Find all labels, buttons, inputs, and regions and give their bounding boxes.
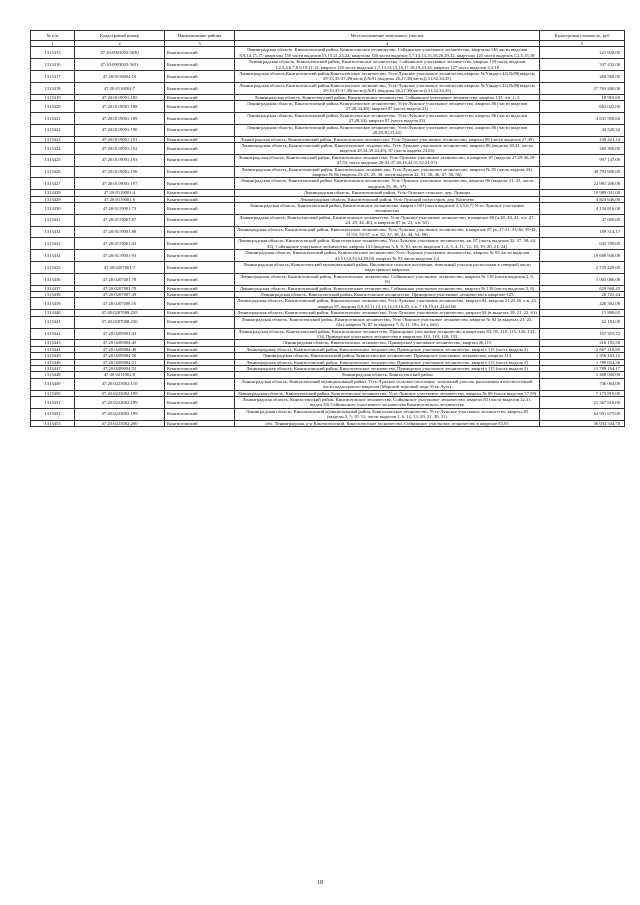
location-description: Ленинградская область, Кингисеппский район, Кингисеппское лесничество, Усть-Лужское участковое лесничество, в квартале 87 (выделы 27,29-36,39-47,53, часть выделов 28-32,37,38,43,44,51,52,54-57) (235, 154, 540, 166)
table-row (31, 202, 625, 214)
row-number: 1313437 (31, 285, 75, 291)
location-description: Ленинградская область, Кингисеппский район, Усть-Лужское сельское, дер. Лужицы (235, 190, 540, 196)
row-number: 1313425 (31, 154, 75, 166)
cadastral-number: 47:20:0223002:198 (75, 390, 165, 396)
cadastral-value: 629 568,45 (540, 285, 625, 291)
row-number: 1313418 (31, 82, 75, 94)
row-number: 1313453 (31, 420, 75, 426)
table-row (31, 328, 625, 340)
row-number: 1313433 (31, 238, 75, 250)
cadastral-number: 47:20:0119001:190 (75, 124, 165, 136)
location-description: Ленинградская область, Кингисеппский район, Кингисеппское лесничество, Приморское участковое лесничество, квартал 115 (часть выдела 2) (235, 346, 540, 352)
cadastral-number: 47:20:0119001:6 (75, 196, 165, 202)
row-number: 1313446 (31, 359, 75, 365)
cadastral-value: 27 763 200,00 (540, 82, 625, 94)
table-row (31, 47, 625, 59)
cadastral-value: 11 789 164,17 (540, 365, 625, 371)
row-number: 1313436 (31, 273, 75, 285)
row-number: 1313441 (31, 316, 75, 328)
header-district: Наименование района (165, 31, 235, 41)
cadastral-value: 1 003 086,00 (540, 273, 625, 285)
location-description: Ленинградская область, Кингисеппский район, Усть-Лужский полуостров, дер. Конезево (235, 196, 540, 202)
district-name: Кингисеппский (165, 262, 235, 274)
district-name: Кингисеппский (165, 166, 235, 178)
cadastral-number: 47:20:0119001:197 (75, 178, 165, 190)
location-description: Ленинградская область, Кингисеппский район, Кингисеппское лесничество, Усть-Лужское участковое лесничество, квартал 84 (в выделах 18, 21, 22, 61) (235, 310, 540, 316)
row-number: 1313416 (31, 59, 75, 71)
district-name: Кингисеппский (165, 238, 235, 250)
district-name: Кингисеппский (165, 420, 235, 426)
location-description: Ленинградская область, Кингисеппский район, Кингисеппское лесничество, Сойкинское участковое лесничество, квартал № 138 (части выделов 3, 8) (235, 285, 540, 291)
district-name: Кингисеппский (165, 226, 235, 238)
cadastral-number: 47:20:0207008:236 (75, 316, 165, 328)
district-name: Кингисеппский (165, 316, 235, 328)
row-number: 1313417 (31, 71, 75, 83)
cadastral-number: 47:20:0223002:200 (75, 420, 165, 426)
table-row (31, 142, 625, 154)
cadastral-value: 21 367 616,00 (540, 396, 625, 408)
location-description: Ленинградская область, Кингисеппский район (235, 372, 540, 378)
location-description: Ленинградская область, Кингисеппский район, Кингисеппское лесничество, Усть-Лужское участковое лесничество, квартал № 85 части выделов 43,51,52,53,54,59,60, квартал № 93 части выделов 2,4 (235, 250, 540, 262)
table-row (31, 178, 625, 190)
column-number: 1 (31, 41, 75, 47)
district-name: Кингисеппский (165, 178, 235, 190)
location-description: Ленинградская область, Кингисеппский район, Кингисеппское лесничество, Усть-Лужское участковое лесничество, квартал 86 (выделы 40,41, части выделов 28,34,39,44,45), 87 (часть выдела 23,65) (235, 142, 540, 154)
cadastral-number: 47:20:0119001:87 (75, 214, 165, 226)
cadastral-value: 218 183,58 (540, 340, 625, 346)
cadastral-value: 4 134 816,00 (540, 202, 625, 214)
cadastral-number: 47:20:0119001:196 (75, 166, 165, 178)
table-row (31, 310, 625, 316)
row-number: 1313452 (31, 408, 75, 420)
district-name: Кингисеппский (165, 285, 235, 291)
cadastral-value: 62 184,08 (540, 316, 625, 328)
district-name: Кингисеппский (165, 359, 235, 365)
cadastral-value: 662 025,00 (540, 101, 625, 113)
cadastral-number: 47:20:0209003:43 (75, 328, 165, 340)
cadastral-number: 47:20:0119001:185 (75, 94, 165, 100)
location-description: Ленинградская область, Кингисеппский район, Кингисеппское лесничество, Приморское участковое лесничество, квартал 113 (часть выдела 2) (235, 359, 540, 365)
cadastral-value: 736 064,00 (540, 378, 625, 390)
location-description: Ленинградская область, Кингисеппский район, Кингисеппское лесничество, Усть-Лужское участковое лесничество, квартал 86 (части выделов 27,40) (235, 136, 540, 142)
cadastral-value: 1 789 034,36 (540, 359, 625, 365)
row-number: 1313448 (31, 372, 75, 378)
header-location: Местоположение земельного участка (235, 31, 540, 41)
district-name: Кингисеппский (165, 353, 235, 359)
row-number: 1313435 (31, 262, 75, 274)
row-number: 1313445 (31, 353, 75, 359)
table-row (31, 408, 625, 420)
table-row (31, 316, 625, 328)
district-name: Кингисеппский (165, 196, 235, 202)
district-name: Кингисеппский (165, 101, 235, 113)
location-description: Ленинградская область, Кингисеппский район, Кингисеппское лесничество, Приморское участковое лесничество, квартал 115 (часть выдела 2) (235, 365, 540, 371)
cadastral-number: 47:20:0119001:192 (75, 142, 165, 154)
row-number: 1313426 (31, 166, 75, 178)
district-name: Кингисеппский (165, 273, 235, 285)
location-description: Ленинградская область, Кингисеппский район, Кингисеппское лесничество, Усть-Лужское участковое лесничество, в квартале 86 (ч.28, 40, 41, ч.в. 27, 24, 29, 44, 46), в квартале 87 (в. 23, ч.в. 65) (235, 214, 540, 226)
cadastral-number: 47:20:0209004:45 (75, 340, 165, 346)
row-number: 1313450 (31, 390, 75, 396)
column-number: 5 (540, 41, 625, 47)
location-description: Ленинградская область, Кингисеппский район, Кингисеппское лесничество, Сойкинское участковое лесничество, квартал 133, ч.в. 1, 2 (235, 94, 540, 100)
district-name: Кингисеппский (165, 154, 235, 166)
cadastral-number: 47:20:0119001:88 (75, 226, 165, 238)
row-number: 1313423 (31, 136, 75, 142)
location-description: Ленинградская область, Кингисеппский район, Кингисеппское лесничество, Усть-Лужское участковое лесничество, в квартале 87 (в. 27-31, 33-36, 39-42, 51-53, 55-57, ч.в. 32, 37, 38, 43, 44, 54, 58) (235, 226, 540, 238)
table-row (31, 101, 625, 113)
table-row (31, 250, 625, 262)
row-number: 1313421 (31, 112, 75, 124)
row-number: 1313419 (31, 94, 75, 100)
district-name: Кингисеппский (165, 59, 235, 71)
district-name: Кингисеппский (165, 202, 235, 214)
table-row (31, 390, 625, 396)
district-name: Кингисеппский (165, 372, 235, 378)
location-description: Ленинградская область, Кингисеппское лесничество, Приморское участковое лесничество, квартал 26 115 (235, 340, 540, 346)
location-description: обл. Ленинградская, р-н Кингисеппский, Кингисеппское лесничество, Сойкинское участковое лесничество в квартале 83,95 (235, 420, 540, 426)
cadastral-value: 7 173 816,00 (540, 390, 625, 396)
document-page (30, 30, 624, 427)
row-number: 1313432 (31, 226, 75, 238)
cadastral-number: 47:20:0119001:73 (75, 202, 165, 214)
cadastral-number: 47:20:0119001:193 (75, 154, 165, 166)
cadastral-number: 47:20:0207001:7 (75, 262, 165, 274)
location-description: Ленинградская область,Кингисеппский район,Кингисеппское лесничество, Усть-Лужское участковое лесничество,квартал №7(выдел 42),№89(выделы 29-33,35-37,39(часть)),№91 (выделы 26,27,30(часть)),31,32,34,35) (235, 82, 540, 94)
row-number: 1313428 (31, 190, 75, 196)
cadastral-number: 47:20:0209004:50 (75, 353, 165, 359)
district-name: Кингисеппский (165, 214, 235, 226)
cadastral-value: 337 232,00 (540, 59, 625, 71)
cadastral-value: 64 951 675,00 (540, 408, 625, 420)
cadastral-value: 4 824 646,00 (540, 196, 625, 202)
cadastral-value: 189 314,17 (540, 226, 625, 238)
cadastral-number: 47:20:0119001:189 (75, 112, 165, 124)
cadastral-value: 10 989 041,00 (540, 190, 625, 196)
district-name: Кингисеппский (165, 408, 235, 420)
district-name: Кингисеппский (165, 124, 235, 136)
district-name: Кингисеппский (165, 390, 235, 396)
cadastral-value: 221 928,00 (540, 47, 625, 59)
location-description: Ленинградская область, Кингисеппский район, Кингисеппское лесничество, Усть-Лужское участковое лесничество, квартал 86 (выделы 31, 45, части выделов 35, 36, 37) (235, 178, 540, 190)
cadastral-number: 47:20:0209004:49 (75, 346, 165, 352)
page-number: 18 (317, 880, 323, 886)
location-description: Ленинградская область, Кингисеппский район, Кингисеппское лесничество, Усть-Лужское участковое лесничество, квартал 84, выделы 21,25,26, ч.в. 22, квартал 87, выделы 8,9,10,11,12,13,14,15,16,20, ч.в. 7,18,19,21,22,61,66 (235, 298, 540, 310)
cadastral-value: 238 421,14 (540, 136, 625, 142)
location-description: Ленинградская область, Кингисеппский район, Кингисеппское лесничество, Усть-Лужское участковое лесничество, квартал № 86 (часть выделов 57,59) (235, 390, 540, 396)
location-description: Ленинградская область, Кингисеппский район, Кингисеппское лесничество, Усть-Лужское участковое лесничество, квартал № 84 (в выделах 21, 25, 32ч), квартал № 87 (в выделах 7, 8, 11, 18ч, 61ч, 66ч) (235, 316, 540, 328)
cadastral-value: 1 468 000,00 (540, 372, 625, 378)
cadastral-value: 2 667 416,85 (540, 346, 625, 352)
cadastral-value: 18 965,60 (540, 94, 625, 100)
table-row (31, 214, 625, 226)
cadastral-value: 4 631 958,60 (540, 112, 625, 124)
row-number: 1313429 (31, 196, 75, 202)
table-row (31, 112, 625, 124)
cadastral-value-table (30, 30, 625, 427)
location-description: Ленинградская область, Кингисеппский район, Кингисеппское лесничество, квартал 100 (части выделов 2,3,5,6,7) Усть-Лужское участковое лесничество (235, 202, 540, 214)
table-row (31, 124, 625, 136)
cadastral-value: 43 520,32 (540, 124, 625, 136)
cadastral-number: 47:20:0207001:78 (75, 273, 165, 285)
row-number: 1313431 (31, 214, 75, 226)
location-description: Ленинградская область, Кингисеппский район, Кингисеппское лесничество, Приморское участковое лесничество в кварталах 83, 95, 118, 115, 126, 133, 134, Приморское участковое лесничество в кварталах 113, 119, 120, 133 (235, 328, 540, 340)
row-number: 1313447 (31, 365, 75, 371)
table-body (31, 47, 625, 427)
cadastral-number: 47:20:0119001:191 (75, 136, 165, 142)
location-description: Ленинградская область, Кингисеппский район, Кингисеппское лесничество, Усть-Лужское участковое лесничество, квартал 86 (части выделов 27,28,34), квартал 87 (часть выдела 23) (235, 112, 540, 124)
location-description: Ленинградская область, Кингисеппский район, Кингисеппское лесничество, Приморское участковое лесничество в квартале 125 (235, 292, 540, 298)
district-name: Кингисеппский (165, 94, 235, 100)
cadastral-value: 22 981 200,00 (540, 178, 625, 190)
cadastral-number: 47:20:0116004:10 (75, 71, 165, 83)
cadastral-number: 47:20:0207007:39 (75, 292, 165, 298)
row-number: 1313444 (31, 346, 75, 352)
cadastral-number: 47:20:0223002:110 (75, 378, 165, 390)
district-name: Кингисеппский (165, 328, 235, 340)
district-name: Кингисеппский (165, 250, 235, 262)
cadastral-value: 36 034 544,70 (540, 420, 625, 426)
row-number: 1313434 (31, 250, 75, 262)
row-number: 1313438 (31, 292, 75, 298)
cadastral-number: 47:20:0903003:5630 (75, 47, 165, 59)
cadastral-value: 428 502,00 (540, 298, 625, 310)
cadastral-value: 19 689 940,00 (540, 250, 625, 262)
location-description: Ленинградская область, Кингисеппский муниципальный район, Вистинское сельское поселение, земельный участок расположен в северной части кадастрового квартала (235, 262, 540, 274)
cadastral-value: 266 560,00 (540, 71, 625, 83)
cadastral-value: 49 792 600,00 (540, 166, 625, 178)
location-description: Ленинградская область,Кингисеппский район,Кингисеппское лесничество, Усть-Лужское участковое лесничество,квартал №7(выдел 42),№89(выделы 29-33,35-37,39(часть)),№91 (выделы 26,27,30(часть)),31,32,34,35) (235, 71, 540, 83)
row-number: 1313440 (31, 310, 75, 316)
location-description: Ленинградская область, Кингисеппский район, Кингисеппское лесничество, Усть-Лужское участковое лесничество, квартал 86 (части выделов 28,29,30,31,42) (235, 124, 540, 136)
cadastral-value: 26 725,44 (540, 292, 625, 298)
cadastral-number: 47:20:0209004:52 (75, 365, 165, 371)
table-row (31, 238, 625, 250)
table-row (31, 226, 625, 238)
district-name: Кингисеппский (165, 190, 235, 196)
table-row (31, 396, 625, 408)
district-name: Кингисеппский (165, 82, 235, 94)
district-name: Кингисеппский (165, 112, 235, 124)
column-number: 2 (75, 41, 165, 47)
cadastral-number: 47:20:0223002:199 (75, 408, 165, 420)
cadastral-value: 1 356 103,15 (540, 353, 625, 359)
row-number: 1313443 (31, 340, 75, 346)
cadastral-number: 47:20:0207001:79 (75, 285, 165, 291)
cadastral-value: 47 000,00 (540, 214, 625, 226)
cadastral-number: 47:20:0119001:93 (75, 250, 165, 262)
cadastral-number: 47:20:0116004:7 (75, 82, 165, 94)
location-description: Ленинградская область, Кингисеппский муниципальный район, Усть-Лужское сельское поселение, земельный участок расположен в юго-восточной части кадастрового квартала (Морской торговый порт Усть-Луга) (235, 378, 540, 390)
cadastral-value: 265 300,00 (540, 142, 625, 154)
cadastral-value: 643 700,00 (540, 238, 625, 250)
table-row (31, 154, 625, 166)
row-number: 1313430 (31, 202, 75, 214)
cadastral-value: 107 355,72 (540, 328, 625, 340)
row-number: 1313427 (31, 178, 75, 190)
table-row (31, 82, 625, 94)
table-header-row (31, 31, 625, 41)
location-description: Ленинградская область, Кингисеппский район, Кингисеппское лесничество, Приморское участковое лесничество, квартал 113 (235, 353, 540, 359)
cadastral-value: 2 735 429,00 (540, 262, 625, 274)
table-row (31, 71, 625, 83)
location-description: Ленинградская область, Кингисеппский район, Кингисеппское лесничество, Усть-Лужское участковое лесничество, квартал № 85 (часть выдела 43), квартал № 86 (выделы 23-25, 29, 30, части выделов 22, 51, 58, 46, 47, 50, 56) (235, 166, 540, 178)
row-number: 1313424 (31, 142, 75, 154)
cadastral-number: 47:20:0223002:199 (75, 396, 165, 408)
district-name: Кингисеппский (165, 396, 235, 408)
cadastral-number: 47:20:0119001:4 (75, 190, 165, 196)
district-name: Кингисеппский (165, 47, 235, 59)
row-number: 1313420 (31, 101, 75, 113)
district-name: Кингисеппский (165, 346, 235, 352)
table-row (31, 378, 625, 390)
row-number: 1313422 (31, 124, 75, 136)
row-number: 1313439 (31, 298, 75, 310)
row-number: 1313442 (31, 328, 75, 340)
header-cadastral-value: Кадастровая стоимость, руб (540, 31, 625, 41)
cadastral-number: 47:20:0903003:5631 (75, 59, 165, 71)
district-name: Кингисеппский (165, 340, 235, 346)
district-name: Кингисеппский (165, 71, 235, 83)
row-number: 1313415 (31, 47, 75, 59)
location-description: Ленинградская область, Кингисеппский район, Кингисеппское лесничество, Усть-Лужское участковое лесничество, кв. 87 (часть выделов 32, 37, 38, 44, 45), Сойкинское участковое лесничество, квартал 133 (выделы 3, 6, 9, 10, часть выделов 1, 2, 3, 4, 11, 12, 18, 19, 20, 21, 24) (235, 238, 540, 250)
row-number: 1313449 (31, 378, 75, 390)
location-description: Ленинградская область, Кингисеппский район, Кингисеппское лесничество, Сойкинское участковое лесничество, квартал 83 (части выделов 22,31, выдел 33) Сойкинского участкового лесничества Кингисеппского лесничества (235, 396, 540, 408)
column-number: 3 (165, 41, 235, 47)
cadastral-value: 997 147,00 (540, 154, 625, 166)
location-description: Ленинградская область, Кингисеппский муниципальный район, Кингисеппское лесничество, Усть-Лужское участковое лесничество, квартал 85 (выделы 2, 5, 10, 11; части выделов 1, 6, 12, 13, 20, 21, 30, 31) (235, 408, 540, 420)
row-number: 1313451 (31, 396, 75, 408)
location-description: Ленинградская область, Кингисеппский район, Кингисеппское лесничество, Сойкинское участковое лесничество, квартал № 138 (части выделов 2, 9, 15) (235, 273, 540, 285)
district-name: Кингисеппский (165, 136, 235, 142)
location-description: Ленинградская область, Кингисеппский район, Кингисеппское лесничество, Сойкинское участковое лесничество, кварталы 146 части выделов 8,9,14,15,17; кварталы 150 части выделов 13,15,21,23,24; кварталы 126 части выделов 5,7,13,14,15,16,20,29,32, кварталы 125 части выделов 1,2,5,15,18 (235, 47, 540, 59)
district-name: Кингисеппский (165, 292, 235, 298)
table-row (31, 262, 625, 274)
cadastral-number: 47:20:0209004:51 (75, 359, 165, 365)
district-name: Кингисеппский (165, 378, 235, 390)
location-description: Ленинградская область, Кингисеппский район, Кингисеппское лесничество, Усть-Лужское участковое лесничество, квартал 86 (части выделов 27,28,34,40), квартал 87 (часть выдела 23) (235, 101, 540, 113)
table-row (31, 166, 625, 178)
district-name: Кингисеппский (165, 142, 235, 154)
cadastral-value: 15 898,65 (540, 310, 625, 316)
district-name: Кингисеппский (165, 298, 235, 310)
header-number: № п/п (31, 31, 75, 41)
table-row (31, 273, 625, 285)
district-name: Кингисеппский (165, 310, 235, 316)
location-description: Ленинградская область, Кингисеппский район, Кингисеппское лесничество, Сойкинское участковое лесничество, квартал 119 часть выделов 1,2,3,4,6,7,8,9,10,11,14, квартал 120 часть выделов 2,7,13,14,15,16,17,18,19,23,24, квартал 127 часть выделов 2,3,18 (235, 59, 540, 71)
cadastral-number: 47:20:0119001:92 (75, 238, 165, 250)
table-row (31, 298, 625, 310)
cadastral-number: 47:20:0211002:8 (75, 372, 165, 378)
header-cadastral-number: Кадастровый номер (75, 31, 165, 41)
table-row (31, 420, 625, 426)
cadastral-number: 47:20:0119001:188 (75, 101, 165, 113)
cadastral-number: 47:20:0207008:235 (75, 310, 165, 316)
column-number: 4 (235, 41, 540, 47)
cadastral-number: 47:20:0207008:10 (75, 298, 165, 310)
table-row (31, 59, 625, 71)
district-name: Кингисеппский (165, 365, 235, 371)
